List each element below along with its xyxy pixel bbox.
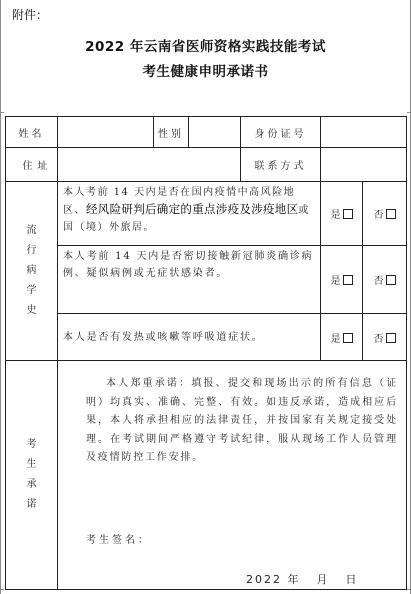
question-1-no-checkbox[interactable] bbox=[386, 209, 396, 219]
gender-field[interactable] bbox=[189, 117, 241, 148]
page-fold-line bbox=[0, 0, 1, 594]
page-fold-line bbox=[0, 589, 4, 590]
question-2-no-option[interactable]: 否 bbox=[363, 246, 407, 314]
gender-label: 性别 bbox=[154, 117, 189, 148]
attachment-label: 附件： bbox=[12, 8, 49, 22]
question-2-text: 本人考前 14 天内是否密切接触新冠肺炎确诊病例、疑似病例或无症状感染者。 bbox=[58, 246, 321, 314]
pledge-text: 本人郑重承诺：填报、提交和现场出示的所有信息（证明）均真实、准确、完整、有效。如违反承诺，造成相应后果，本人将承担相应的法律责任，并按国家有关规定接受处理。在考试期间严格遵守考试纪律，服从现场工作人员管理及疫情防控工作安排。 bbox=[86, 378, 398, 463]
question-1-highlight: 经风险研判后确定的重点涉疫及涉疫地区 bbox=[86, 202, 299, 216]
row-question-1 bbox=[6, 182, 407, 246]
document-title: 2022 年云南省医师资格实践技能考试 bbox=[85, 39, 326, 55]
signature-label: 考生签名： bbox=[86, 535, 151, 546]
question-1-text: 本人考前 14 天内是否在国内疫情中高风险地区、经风险研判后确定的重点涉疫及涉疫地区或国（境）外旅居。 bbox=[58, 182, 321, 246]
page-fold-line bbox=[407, 589, 411, 590]
date-year: 2022 年 bbox=[246, 573, 301, 586]
id-number-label: 身份证号 bbox=[241, 117, 321, 148]
question-1-yes-option[interactable]: 是 bbox=[321, 182, 363, 246]
name-field[interactable] bbox=[58, 117, 154, 148]
question-3-text: 本人是否有发热或咳嗽等呼吸道症状。 bbox=[58, 314, 321, 361]
row-question-2 bbox=[6, 246, 407, 314]
date-day: 日 bbox=[345, 573, 359, 586]
date-month: 月 bbox=[316, 573, 330, 586]
row-pledge bbox=[6, 361, 407, 590]
pledge-cell bbox=[58, 361, 407, 590]
id-number-field[interactable] bbox=[321, 117, 407, 148]
question-2-yes-checkbox[interactable] bbox=[343, 275, 353, 285]
health-declaration-table bbox=[5, 116, 407, 590]
row-address bbox=[6, 148, 407, 182]
row-question-3 bbox=[6, 314, 407, 361]
question-2-no-checkbox[interactable] bbox=[386, 275, 396, 285]
signature-date bbox=[246, 571, 375, 587]
phone-field[interactable] bbox=[321, 148, 407, 182]
address-field[interactable] bbox=[58, 148, 241, 182]
question-3-yes-option[interactable]: 是 bbox=[321, 314, 363, 361]
row-personal-info bbox=[6, 117, 407, 148]
question-3-no-option[interactable]: 否 bbox=[363, 314, 407, 361]
question-1-yes-checkbox[interactable] bbox=[343, 209, 353, 219]
candidate-pledge-label: 考 生 承 诺 bbox=[6, 361, 58, 590]
question-1-no-option[interactable]: 否 bbox=[363, 182, 407, 246]
question-2-yes-option[interactable]: 是 bbox=[321, 246, 363, 314]
document-subtitle: 考生健康申明承诺书 bbox=[142, 64, 269, 80]
phone-label: 联系方式 bbox=[241, 148, 321, 182]
address-label: 住址 bbox=[6, 148, 58, 182]
question-3-yes-checkbox[interactable] bbox=[343, 333, 353, 343]
question-3-no-checkbox[interactable] bbox=[386, 333, 396, 343]
epidemiological-history-label: 流 行 病 学 史 bbox=[6, 182, 58, 361]
page-fold-line bbox=[407, 112, 411, 113]
name-label: 姓名 bbox=[6, 117, 58, 148]
page-fold-line bbox=[0, 112, 4, 113]
